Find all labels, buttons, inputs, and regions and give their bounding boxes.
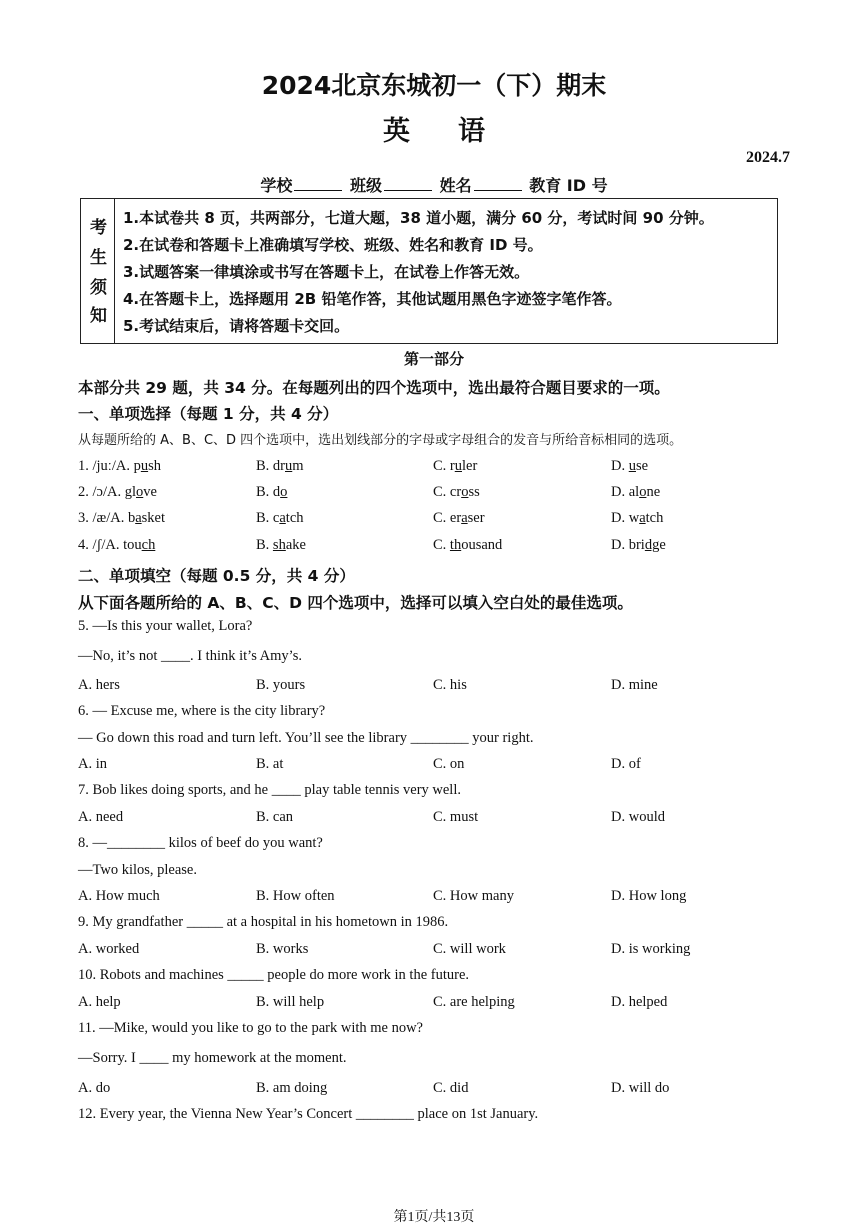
notice-rule: 2.在试卷和答题卡上准确填写学校、班级、姓名和教育 ID 号。 [123,236,543,254]
option-a: A. How much [78,888,160,904]
option-d: D. use [611,458,649,474]
notice-label-char: 考 [90,218,107,238]
question-line: 7. Bob likes doing sports, and he ____ play table tennis very well. [78,782,461,798]
question-line: 10. Robots and machines _____ people do more work in the future. [78,967,470,983]
part-one-title: 第一部分 [403,350,464,368]
option-c: C. are helping [433,994,515,1010]
question-line: 8. —________ kilos of beef do you want? [78,835,323,851]
notice-rule: 1.本试卷共 8 页，共两部分，七道大题，38 道小题，满分 60 分，考试时间 90 分钟。 [123,209,714,227]
option-d: D. mine [611,677,658,693]
question-stem: 4. /ʃ/A. touch [78,537,156,553]
option-c: C. thousand [433,537,503,553]
option-d: D. is working [611,941,691,957]
option-d: D. How long [611,888,687,904]
question-line: — Go down this road and turn left. You’ll see the library ________ your right. [78,730,534,746]
question-stem: 1. /juː/A. push [78,458,161,474]
section-one-title: 一、单项选择（每题 1 分，共 4 分） [78,405,339,423]
class-label: 班级 [350,176,383,195]
part-one-intro: 本部分共 29 题，共 34 分。在每题列出的四个选项中，选出最符合题目要求的一项。 [78,379,670,397]
question-line: 9. My grandfather _____ at a hospital in his hometown in 1986. [78,914,449,930]
option-a: A. help [78,994,121,1010]
school-label: 学校 [260,176,293,195]
option-b: B. can [256,809,294,825]
option-a: A. need [78,809,124,825]
option-d: D. will do [611,1080,670,1096]
option-d: D. of [611,756,641,772]
option-d: D. watch [611,510,664,526]
notice-rule: 3.试题答案一律填涂或书写在答题卡上，在试卷上作答无效。 [123,263,530,281]
question-line: —No, it’s not ____. I think it’s Amy’s. [78,648,302,664]
option-d: D. alone [611,484,661,500]
option-d: D. would [611,809,665,825]
class-blank [384,178,432,191]
option-b: B. at [256,756,284,772]
option-c: C. How many [433,888,514,904]
name-blank [474,178,522,191]
notice-label [81,199,115,343]
option-c: C. ruler [433,458,478,474]
school-blank [294,178,342,191]
option-c: C. on [433,756,465,772]
option-c: C. must [433,809,479,825]
option-b: B. catch [256,510,304,526]
subject-title: 英语 [383,116,533,147]
option-b: B. drum [256,458,304,474]
option-b: B. am doing [256,1080,328,1096]
option-c: C. eraser [433,510,485,526]
edu-id-label: 教育 ID 号 [529,176,608,195]
option-a: A. worked [78,941,140,957]
section-one-instruction: 从每题所给的 A、B、C、D 四个选项中，选出划线部分的字母或字母组合的发音与所给音标相同的选项。 [78,433,683,448]
option-b: B. do [256,484,288,500]
question-line: 5. —Is this your wallet, Lora? [78,618,253,634]
notice-rule: 5.考试结束后，请将答题卡交回。 [123,317,350,335]
option-b: B. yours [256,677,306,693]
option-c: C. his [433,677,467,693]
exam-notice-box [80,198,778,344]
option-b: B. works [256,941,309,957]
notice-label-char: 生 [90,248,107,268]
notice-label-char: 须 [90,278,107,298]
option-c: C. will work [433,941,506,957]
option-a: A. hers [78,677,120,693]
question-line: —Two kilos, please. [78,862,197,878]
option-a: A. in [78,756,107,772]
option-a: A. do [78,1080,111,1096]
page-number: 第1页/共13页 [393,1210,475,1225]
question-line: 12. Every year, the Vienna New Year’s Concert ________ place on 1st January. [78,1106,539,1122]
question-line: 11. —Mike, would you like to go to the park with me now? [78,1020,423,1036]
question-line: —Sorry. I ____ my homework at the moment. [78,1050,347,1066]
section-two-instruction: 从下面各题所给的 A、B、C、D 四个选项中，选择可以填入空白处的最佳选项。 [78,594,633,612]
option-c: C. did [433,1080,469,1096]
option-c: C. cross [433,484,480,500]
question-stem: 3. /æ/A. basket [78,510,165,526]
exam-title: 2024北京东城初一（下）期末 [261,71,607,100]
section-two-title: 二、单项填空（每题 0.5 分，共 4 分） [78,567,355,585]
notice-label-char: 知 [90,306,107,326]
option-d: D. bridge [611,537,666,553]
option-b: B. shake [256,537,306,553]
option-d: D. helped [611,994,668,1010]
notice-rule: 4.在答题卡上，选择题用 2B 铅笔作答，其他试题用黑色字迹签字笔作答。 [123,290,622,308]
option-b: B. How often [256,888,335,904]
option-b: B. will help [256,994,325,1010]
question-line: 6. — Excuse me, where is the city library? [78,703,326,719]
student-info-fields [0,173,868,196]
exam-date: 2024.7 [746,149,790,166]
question-stem: 2. /ɔ/A. glove [78,484,157,500]
name-label: 姓名 [439,176,472,195]
